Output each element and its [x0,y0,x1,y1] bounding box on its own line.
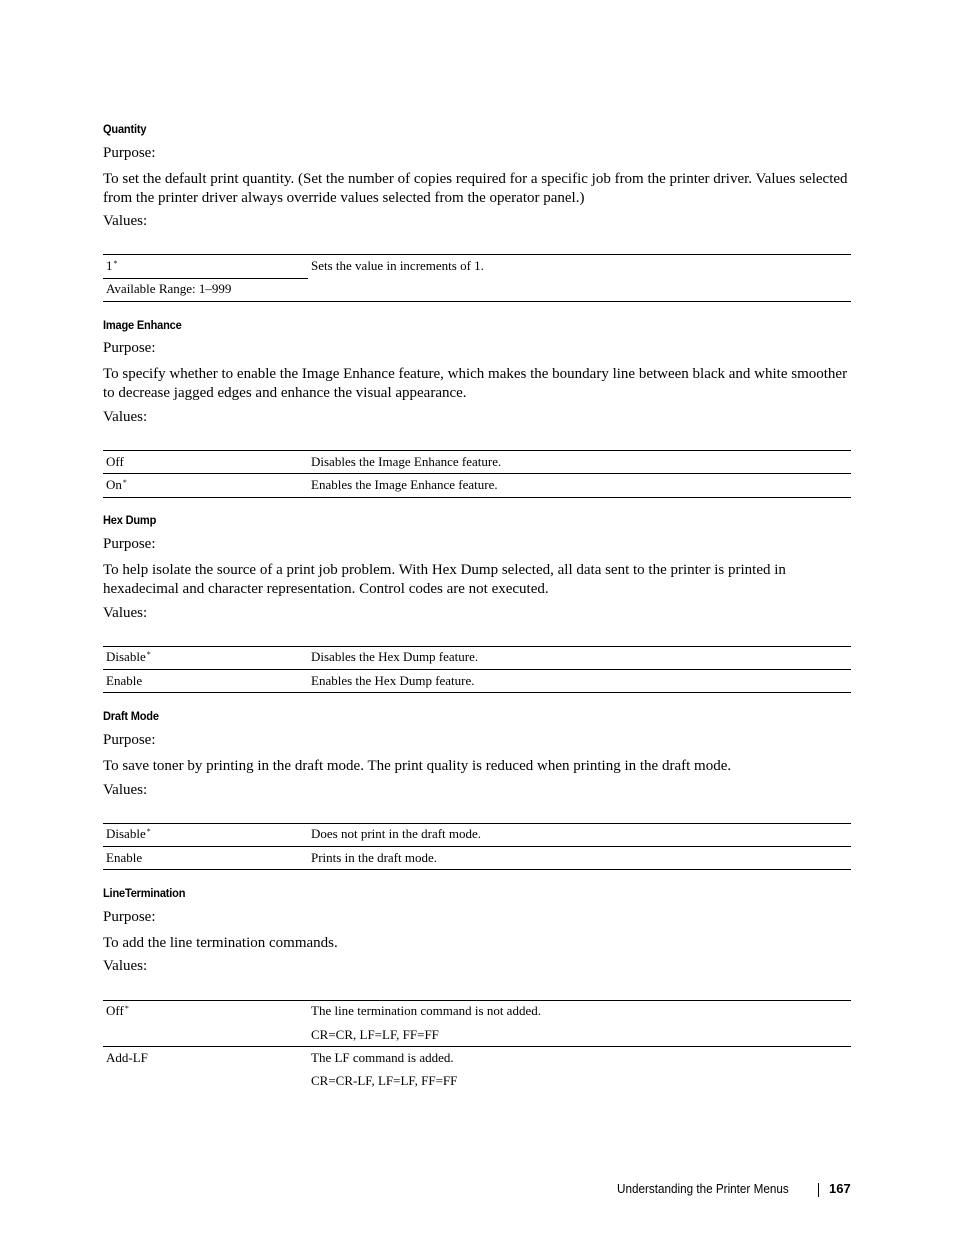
values-label: Values: [103,605,148,621]
purpose-text: To save toner by printing in the draft mode. The print quality is reduced when printing in the draft mode. [103,758,732,774]
table-rule [103,450,851,451]
default-marker: * [146,650,151,659]
section-title-line-termination: LineTermination [103,886,186,900]
footer-chapter: Understanding the Printer Menus [617,1181,789,1196]
table-rule [103,823,851,824]
purpose-label: Purpose: [103,732,156,748]
values-label: Values: [103,213,148,229]
purpose-text: To help isolate the source of a print job problem. With Hex Dump selected, all data sent to the printer is printed in hexadecimal and character representation. Control codes are not executed. [103,562,786,597]
table-value: Off* [106,1003,129,1018]
section-title-image-enhance: Image Enhance [103,318,182,332]
purpose-text: To set the default print quantity. (Set the number of copies required for a specific job from the printer driver. Values selected from the printer driver always override values selected from the operator panel.) [103,171,848,206]
table-value: 1* [106,258,118,273]
table-rule [103,869,851,870]
table-rule [103,669,851,670]
table-rule [103,1000,851,1001]
purpose-label: Purpose: [103,536,156,552]
table-rule [103,846,851,847]
page-number: 167 [829,1181,851,1196]
table-value: Off [106,454,124,469]
table-description-code: CR=CR-LF, LF=LF, FF=FF [311,1073,458,1088]
table-rule [103,1046,851,1047]
values-label: Values: [103,958,148,974]
table-rule [103,278,308,279]
table-rule [103,646,851,647]
table-description: Disables the Hex Dump feature. [311,649,479,664]
table-rule [103,692,851,693]
section-title-hex-dump: Hex Dump [103,513,157,527]
default-marker: * [124,1004,129,1013]
table-description: Enables the Hex Dump feature. [311,673,475,688]
table-rule [103,473,851,474]
table-description: The LF command is added. [311,1050,454,1065]
purpose-text: To add the line termination commands. [103,935,338,951]
values-label: Values: [103,782,148,798]
table-value: Disable* [106,826,151,841]
default-marker: * [113,259,118,268]
table-rule [103,301,851,302]
table-description: Disables the Image Enhance feature. [311,454,502,469]
purpose-text: To specify whether to enable the Image Enhance feature, which makes the boundary line between black and white smoother to decrease jagged edges and enhance the visual appearance. [103,366,848,401]
footer-separator [818,1183,819,1197]
table-value: Disable* [106,649,151,664]
purpose-label: Purpose: [103,909,156,925]
table-description-code: CR=CR, LF=LF, FF=FF [311,1027,439,1042]
table-description: Prints in the draft mode. [311,850,438,865]
table-range: Available Range: 1–999 [106,281,232,296]
default-marker: * [122,478,127,487]
default-marker: * [146,827,151,836]
values-label: Values: [103,409,148,425]
purpose-label: Purpose: [103,340,156,356]
section-title-quantity: Quantity [103,122,147,136]
table-value: Add-LF [106,1050,148,1065]
table-value: On* [106,477,127,492]
table-rule [103,497,851,498]
table-value: Enable [106,673,143,688]
table-description: The line termination command is not added. [311,1003,541,1018]
section-title-draft-mode: Draft Mode [103,709,159,723]
table-description: Sets the value in increments of 1. [311,258,484,273]
table-rule [103,254,851,255]
table-description: Does not print in the draft mode. [311,826,482,841]
table-value: Enable [106,850,143,865]
table-description: Enables the Image Enhance feature. [311,477,498,492]
purpose-label: Purpose: [103,145,156,161]
